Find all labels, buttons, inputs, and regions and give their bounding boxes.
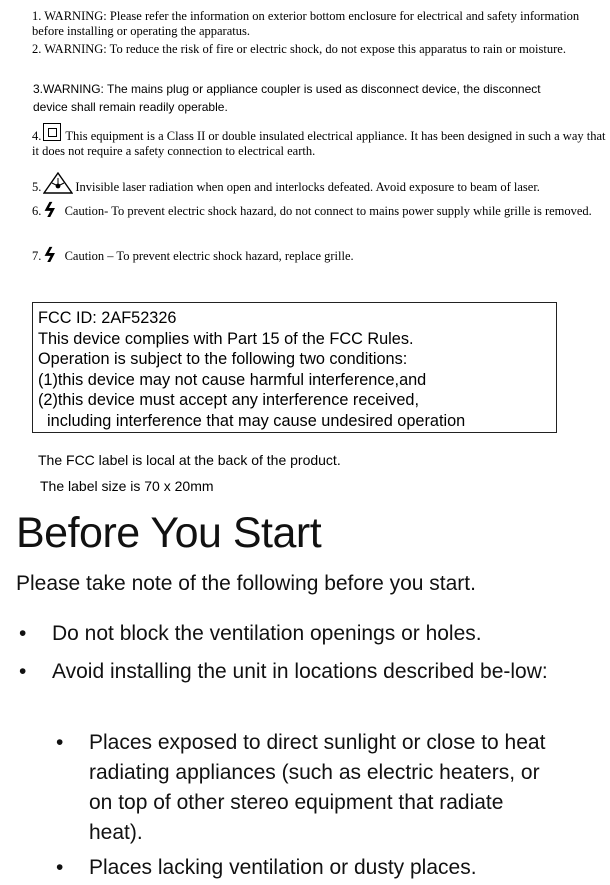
warning-6 [32,198,607,222]
list-item-text: Places exposed to direct sunlight or close to heat radiating appliances (such as electric heaters, or on top of other stereo equipment that radiate heat). [89,731,546,844]
section-intro: Please take note of the following before you start. [16,572,476,595]
list-item-text: Do not block the ventilation openings or holes. [52,622,482,645]
sub-list-item [56,728,559,848]
warning-5 [32,172,607,195]
warning-text: To reduce the risk of fire or electric shock, do not expose this apparatus to rain or moisture. [106,42,566,56]
warning-number: 5. [32,180,42,194]
warning-text: The mains plug or appliance coupler is used as disconnect device, the disconnect device shall remain readily operable. [33,82,541,114]
warning-2 [32,42,607,57]
bullet-marker: • [19,622,27,645]
warning-3 [33,80,568,116]
warning-number: 1. WARNING: [32,9,107,23]
fcc-label-size: The label size is 70 x 20mm [40,478,214,494]
list-item-text: Avoid installing the unit in locations described be-low: [52,660,548,683]
fcc-label-box [32,302,557,433]
warning-number: 6. [32,204,42,218]
warning-7 [32,243,607,267]
warning-number: 2. WARNING: [32,42,107,56]
lightning-bolt-icon: ϟ [40,198,60,222]
warning-text: This equipment is a Class II or double insulated electrical appliance. It has been designed in such a way that it does not require a safety connection to electrical earth. [32,129,606,158]
fcc-line: Operation is subject to the following two conditions: [38,350,408,369]
warning-number: 4. [32,129,42,143]
list-item-text: Places lacking ventilation or dusty places. [89,856,477,879]
fcc-label-location: The FCC label is local at the back of the product. [38,452,341,468]
warning-number: 7. [32,249,42,263]
laser-warning-triangle-icon [43,172,73,194]
fcc-id: FCC ID: 2AF52326 [38,309,177,327]
warning-number: 3.WARNING: [33,82,104,96]
section-title: Before You Start [16,509,322,557]
fcc-line: including interference that may cause undesired operation [38,411,466,430]
fcc-line: (1)this device may not cause harmful interference,and [38,370,427,389]
bullet-marker: • [56,856,64,879]
warning-text: Caution- To prevent electric shock hazard, do not connect to mains power supply while grille is removed. [64,204,592,218]
double-square-icon [43,123,61,141]
lightning-bolt-icon: ϟ [40,243,60,267]
warning-text: Please refer the information on exterior bottom enclosure for electrical and safety information before installing or operating the apparatus. [32,9,580,38]
fcc-line: This device complies with Part 15 of the FCC Rules. [38,329,414,348]
bullet-marker: • [19,660,27,683]
list-item [19,657,572,687]
bullet-marker: • [56,731,64,754]
list-item [19,619,592,649]
fcc-line: (2)this device must accept any interference received, [38,391,419,410]
warning-1 [32,9,607,39]
warning-text: Invisible laser radiation when open and interlocks defeated. Avoid exposure to beam of laser. [75,180,540,194]
sub-list-item [56,853,589,883]
warning-text: Caution – To prevent electric shock hazard, replace grille. [64,249,354,263]
warning-4 [32,123,607,159]
